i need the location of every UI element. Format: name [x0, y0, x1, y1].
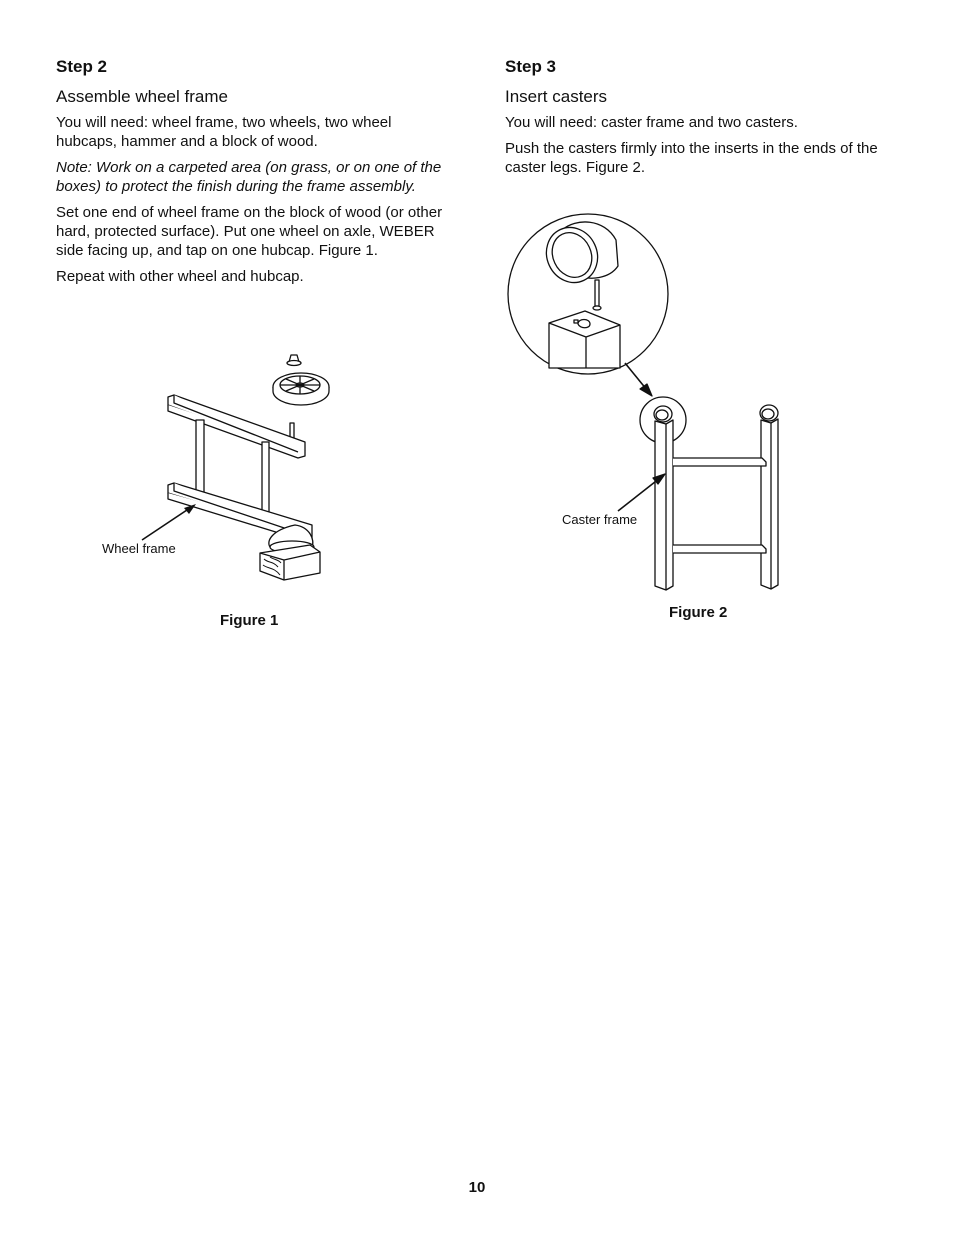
figure-2-caption: Figure 2: [669, 604, 728, 621]
step-3-instruction: Push the casters firmly into the inserts in the ends of the caster legs. Figure 2.: [505, 140, 878, 176]
step-3-section: [505, 55, 885, 184]
wheel-icon: [273, 373, 329, 405]
figure-1-illustration: [160, 345, 340, 585]
step-2-section: [56, 55, 456, 293]
step-2-materials: You will need: wheel frame, two wheels, two wheel hubcaps, hammer and a block of wood.: [56, 114, 392, 150]
step-3-subtitle: Insert casters: [505, 87, 608, 106]
step-2-subtitle: Assemble wheel frame: [56, 87, 228, 106]
step-2-instruction: Set one end of wheel frame on the block of wood (or other hard, protected surface). Put one wheel on axle, WEBER side facing up, and tap on one hubcap. Figure 1.: [56, 204, 443, 259]
page-number: 10: [468, 1179, 486, 1196]
step-3-title: Step 3: [505, 57, 557, 76]
wood-block-icon: [260, 545, 320, 580]
figure-2-illustration: [500, 208, 800, 593]
step-2-title: Step 2: [56, 57, 108, 76]
caster-frame-callout: Caster frame: [562, 512, 638, 527]
step-3-materials: You will need: caster frame and two casters.: [505, 114, 798, 131]
hubcap-icon: [287, 355, 301, 366]
wheel-frame-arrow-icon: [140, 500, 200, 545]
wheel-frame-callout: Wheel frame: [102, 541, 176, 556]
figure-1-caption: Figure 1: [220, 612, 279, 629]
step-2-repeat: Repeat with other wheel and hubcap.: [56, 268, 304, 285]
step-2-note: Note: Work on a carpeted area (on grass, or on one of the boxes) to protect the finish during the frame assembly.: [56, 159, 442, 195]
